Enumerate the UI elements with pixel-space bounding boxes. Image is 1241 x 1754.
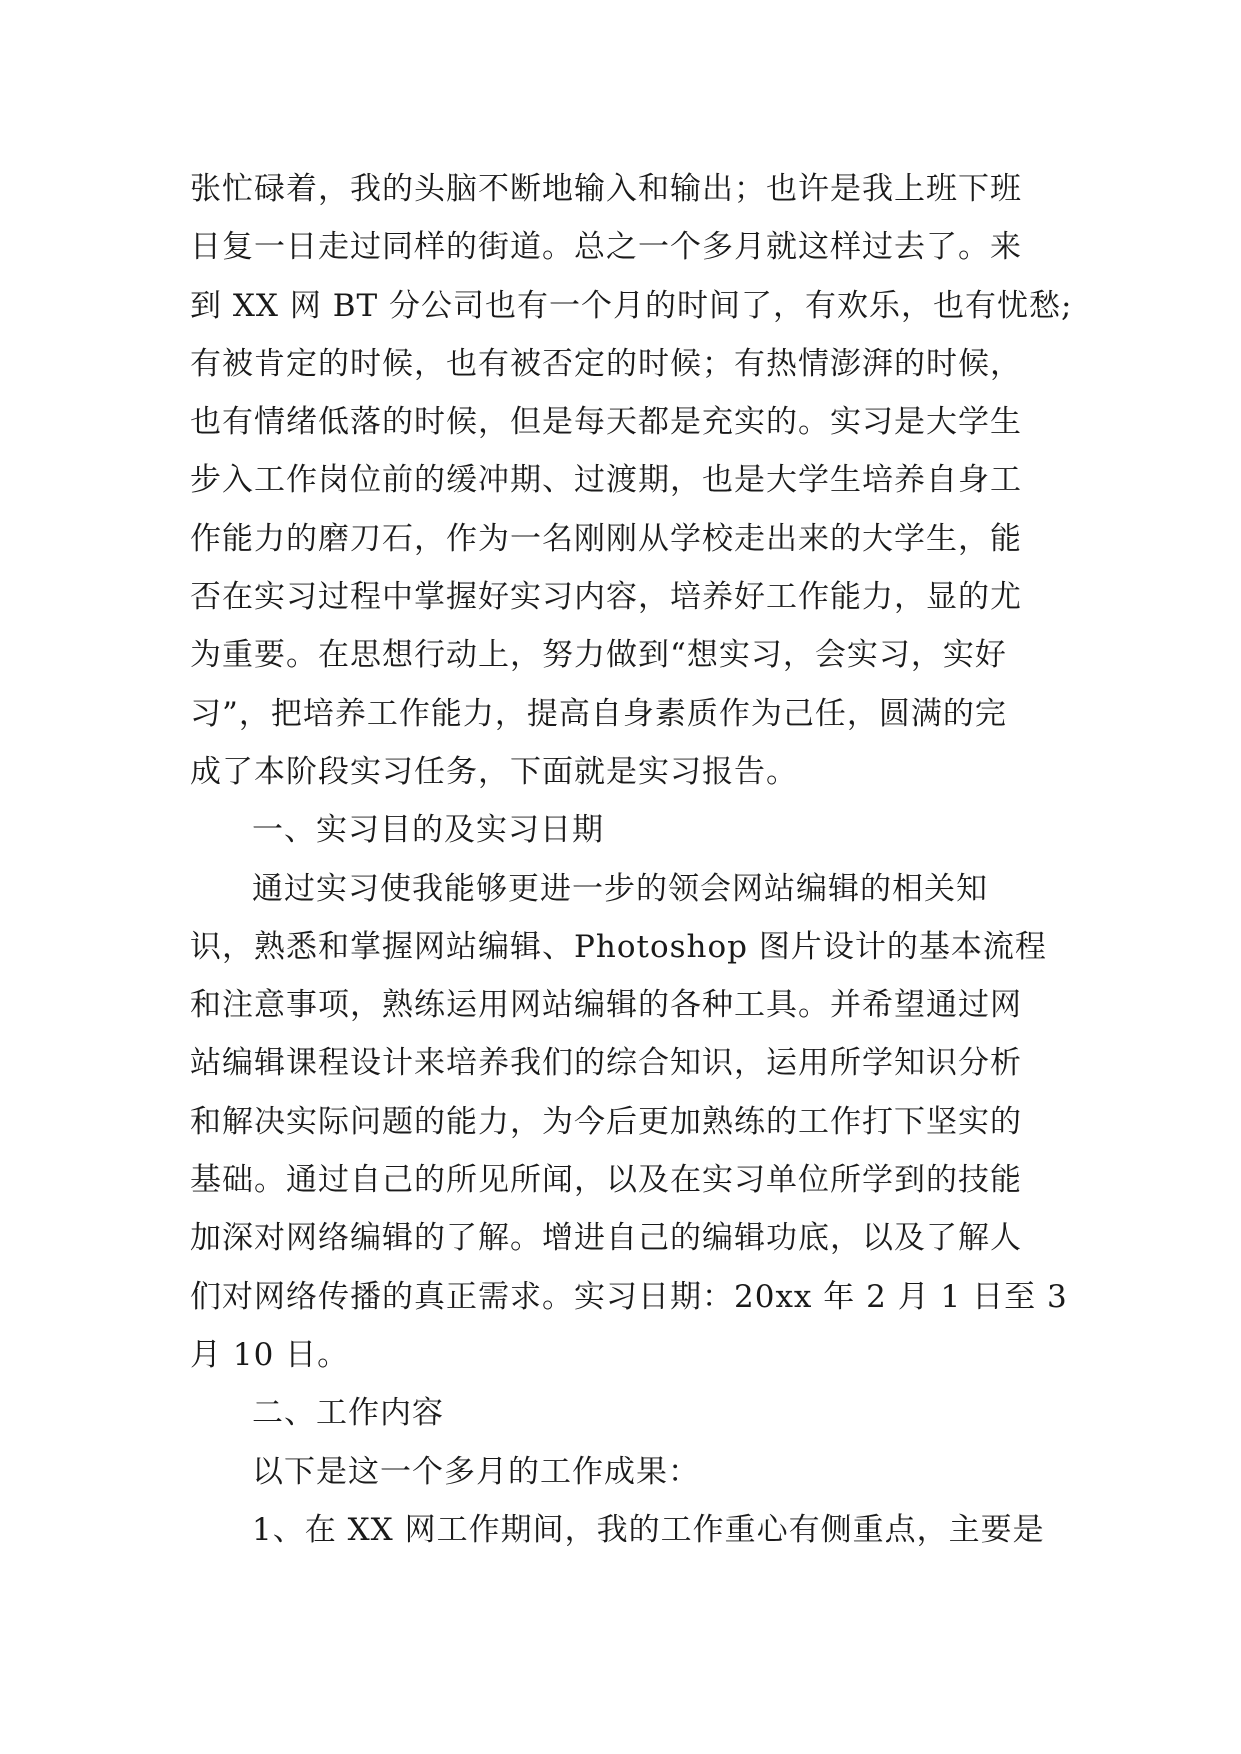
paragraph-line: 有被肯定的时候，也有被否定的时候；有热情澎湃的时候， (190, 345, 1022, 382)
paragraph-line: 和解决实际问题的能力，为今后更加熟练的工作打下坚实的 (190, 1103, 1022, 1140)
paragraph-line: 否在实习过程中掌握好实习内容，培养好工作能力，显的尤 (190, 579, 1022, 616)
section-heading-1: 一、实习目的及实习日期 (252, 812, 604, 849)
paragraph-line: 和注意事项，熟练运用网站编辑的各种工具。并希望通过网 (190, 987, 1022, 1024)
paragraph-line: 成了本阶段实习任务，下面就是实习报告。 (190, 753, 798, 790)
list-item: 1、在 XX 网工作期间，我的工作重心有侧重点，主要是 (252, 1511, 1045, 1548)
paragraph-line: 通过实习使我能够更进一步的领会网站编辑的相关知 (252, 870, 988, 907)
paragraph-line: 也有情绪低落的时候，但是每天都是充实的。实习是大学生 (190, 404, 1022, 441)
paragraph-line: 加深对网络编辑的了解。增进自己的编辑功底，以及了解人 (190, 1220, 1022, 1257)
paragraph-line: 们对网络传播的真正需求。实习日期：20xx 年 2 月 1 日至 3 (190, 1278, 1068, 1315)
paragraph-line: 月 10 日。 (190, 1336, 350, 1373)
paragraph-line: 站编辑课程设计来培养我们的综合知识，运用所学知识分析 (190, 1045, 1022, 1082)
paragraph-line: 张忙碌着，我的头脑不断地输入和输出；也许是我上班下班 (190, 171, 1022, 207)
paragraph-line: 日复一日走过同样的街道。总之一个多月就这样过去了。来 (190, 229, 1022, 266)
paragraph-line: 为重要。在思想行动上，努力做到“想实习，会实习，实好 (190, 637, 1007, 674)
paragraph-line: 作能力的磨刀石，作为一名刚刚从学校走出来的大学生，能 (190, 520, 1022, 557)
body-text (190, 160, 1073, 1559)
paragraph-line: 步入工作岗位前的缓冲期、过渡期，也是大学生培养自身工 (190, 462, 1022, 499)
paragraph-line: 基础。通过自己的所见所闻，以及在实习单位所学到的技能 (190, 1162, 1022, 1199)
paragraph-line: 到 XX 网 BT 分公司也有一个月的时间了，有欢乐，也有忧愁; (190, 287, 1073, 324)
paragraph-line: 识，熟悉和掌握网站编辑、Photoshop 图片设计的基本流程 (190, 928, 1047, 965)
paragraph-line: 习”，把培养工作能力，提高自身素质作为己任，圆满的完 (190, 695, 1007, 732)
paragraph-line: 以下是这一个多月的工作成果： (252, 1453, 700, 1490)
section-heading-2: 二、工作内容 (252, 1395, 444, 1432)
